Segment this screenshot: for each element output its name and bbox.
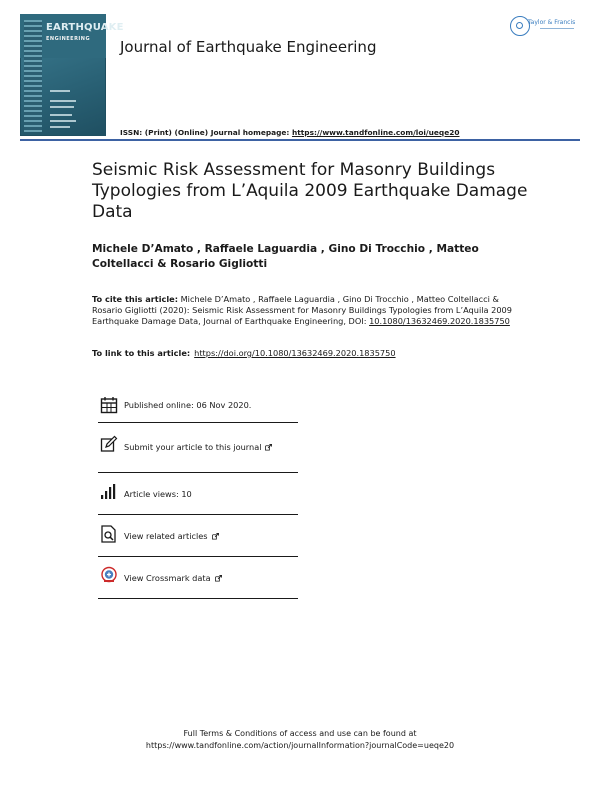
article-views: Article views: 10 xyxy=(124,489,192,499)
cover-line xyxy=(50,100,76,102)
journal-homepage-link[interactable]: https://www.tandfonline.com/loi/ueqe20 xyxy=(291,128,460,137)
submit-row-text xyxy=(124,436,272,458)
external-link-icon xyxy=(212,533,219,540)
publisher-logo[interactable] xyxy=(510,15,582,39)
header-divider xyxy=(20,139,580,141)
views-row xyxy=(98,473,298,515)
crossmark-row-text xyxy=(124,567,222,589)
article-link-label: To link to this article: xyxy=(92,348,191,358)
journal-title[interactable]: Journal of Earthquake Engineering xyxy=(120,38,377,56)
journal-cover-image xyxy=(20,14,124,136)
cover-line xyxy=(50,114,72,116)
citation-text: Michele D’Amato , Raffaele Laguardia , Gino Di Trocchio , Matteo Coltellacci & Rosario Gigliotti (2020): Seismic Risk Assessment for Masonry Buildings Typologies from L’Aquila 2009 Earthquake Damage Data, Journal of Earthquake Engineering, DOI: xyxy=(92,294,512,327)
published-date: Published online: 06 Nov 2020. xyxy=(124,400,252,410)
cover-word: EARTHQUAKE xyxy=(46,22,124,33)
cover-line xyxy=(50,120,76,122)
cover-strip xyxy=(24,20,42,132)
issn-line xyxy=(120,128,460,137)
cover-word-2: ENGINEERING xyxy=(46,36,91,42)
related-articles-link[interactable]: View related articles xyxy=(124,531,208,541)
cover-line xyxy=(50,126,70,128)
cover-line xyxy=(50,106,74,108)
article-title: Seismic Risk Assessment for Masonry Buildings Typologies from L’Aquila 2009 Earthquake Damage Data xyxy=(92,160,528,222)
article-url[interactable]: https://doi.org/10.1080/13632469.2020.1835750 xyxy=(194,348,396,358)
calendar-icon xyxy=(100,396,118,414)
issn-label: ISSN: (Print) (Online) Journal homepage: xyxy=(120,128,292,137)
published-row xyxy=(98,394,298,423)
external-link-icon xyxy=(215,575,222,582)
crossmark-icon xyxy=(100,566,118,584)
crossmark-link[interactable]: View Crossmark data xyxy=(124,573,211,583)
related-row-text xyxy=(124,525,219,547)
logo-circle-icon xyxy=(510,16,530,36)
external-link-icon xyxy=(265,444,272,451)
edit-icon xyxy=(100,435,118,453)
footer xyxy=(0,728,600,752)
crossmark-row[interactable] xyxy=(98,557,298,599)
related-row[interactable] xyxy=(98,515,298,557)
cover-line xyxy=(50,90,70,92)
citation-label: To cite this article: xyxy=(92,294,178,304)
footer-terms-link[interactable]: https://www.tandfonline.com/action/journalInformation?journalCode=ueqe20 xyxy=(145,741,455,750)
related-articles-icon xyxy=(100,525,118,543)
submit-article-link[interactable]: Submit your article to this journal xyxy=(124,442,262,452)
authors: Michele D’Amato , Raffaele Laguardia , Gino Di Trocchio , Matteo Coltellacci & Rosario Gigliotti xyxy=(92,243,479,270)
bar-chart-icon xyxy=(100,483,118,501)
article-info-list xyxy=(98,394,298,599)
citation xyxy=(92,294,512,327)
doi-link[interactable]: 10.1080/13632469.2020.1835750 xyxy=(369,316,510,327)
publisher-logo-text: Taylor & Francis xyxy=(528,19,576,26)
logo-underline xyxy=(540,28,574,29)
article-link xyxy=(92,348,532,358)
footer-terms-text: Full Terms & Conditions of access and use can be found at xyxy=(183,729,417,738)
submit-row[interactable] xyxy=(98,423,298,473)
